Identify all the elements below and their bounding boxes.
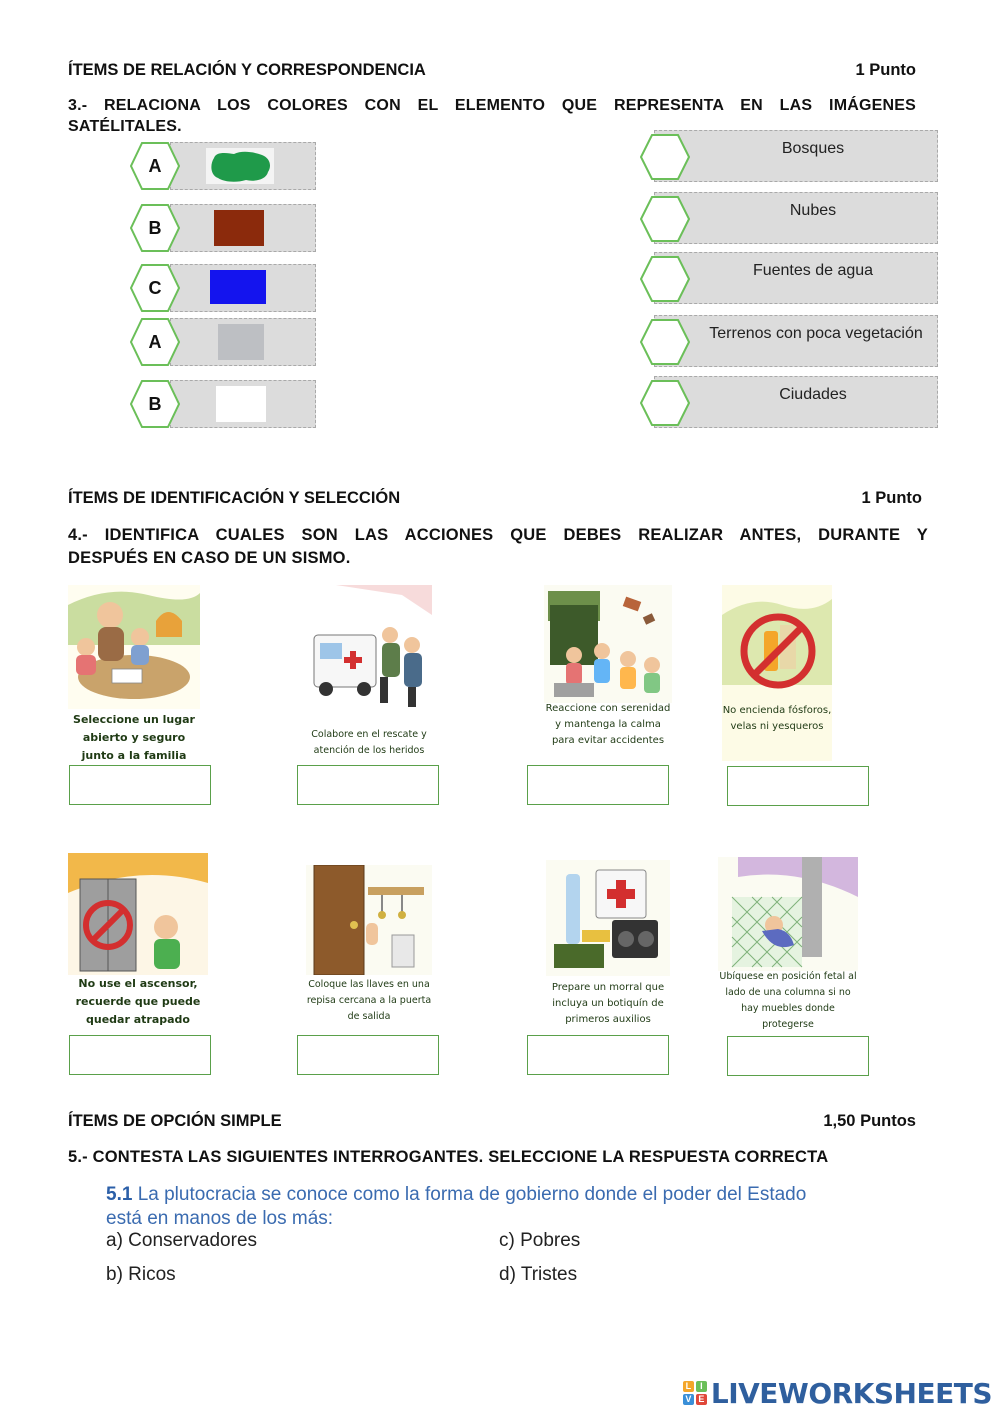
illustration-fetal-position (718, 857, 858, 1035)
card-caption: Coloque las llaves en una repisa cercana a la puerta de salida (306, 979, 432, 1022)
match-left-letter: A (148, 332, 162, 352)
logo-cubes-icon (683, 1379, 709, 1407)
match-left-item (130, 380, 320, 428)
fetal-position-column-icon (718, 857, 858, 971)
hexagon-drop-target-icon[interactable] (640, 256, 690, 302)
match-right-label: Terrenos con poca vegetación (709, 325, 923, 342)
section1-title: ÍTEMS DE RELACIÓN Y CORRESPONDENCIA (68, 61, 426, 79)
liveworksheets-logo (683, 1376, 992, 1410)
match-right-item[interactable] (640, 376, 940, 428)
illustration-no-elevator (68, 853, 208, 1033)
logo-cube: E (696, 1394, 707, 1405)
match-right-item[interactable] (640, 130, 940, 182)
illustration-no-fire (722, 585, 832, 761)
question4-text: 4.- IDENTIFICA CUALES SON LAS ACCIONES QUE DEBES REALIZAR ANTES, DURANTE Y (68, 526, 928, 544)
card-caption: Prepare un morral que incluya un botiquín de primeros auxilios (551, 982, 665, 1025)
illustration-rescue-help (306, 585, 432, 761)
hexagon-drop-target-icon[interactable] (640, 196, 690, 242)
question5-1-number: 5.1 (106, 1184, 133, 1205)
match-left-letter: A (148, 156, 162, 176)
section3-title: ÍTEMS DE OPCIÓN SIMPLE (68, 1112, 282, 1130)
match-left-letter: B (148, 218, 162, 238)
question5-text: 5.- CONTESTA LAS SIGUIENTES INTERROGANTES. SELECCIONE LA RESPUESTA CORRECTA (68, 1148, 829, 1166)
logo-cube: L (683, 1381, 694, 1392)
answer-box[interactable] (727, 766, 869, 806)
section1-points: 1 Punto (855, 61, 916, 79)
section2-title: ÍTEMS DE IDENTIFICACIÓN Y SELECCIÓN (68, 489, 401, 507)
illustration-stay-calm (544, 585, 672, 765)
answer-box[interactable] (297, 1035, 439, 1075)
match-left-item (130, 142, 320, 190)
card-caption: Seleccione un lugar abierto y seguro junto a la familia (73, 713, 195, 762)
match-left-letter: B (148, 394, 162, 414)
section2-points: 1 Punto (861, 489, 922, 507)
rescue-ambulance-icon (306, 585, 432, 725)
answer-box[interactable] (527, 1035, 669, 1075)
blue-swatch (210, 270, 266, 304)
card-caption: Reaccione con serenidad y mantenga la calma para evitar accidentes (545, 703, 671, 746)
card-caption: No encienda fósforos, velas ni yesqueros (722, 705, 832, 732)
match-right-item[interactable] (640, 315, 940, 367)
illustration-family-safe-place (68, 585, 200, 763)
answer-box[interactable] (727, 1036, 869, 1076)
match-left-item (130, 318, 320, 366)
hexagon-drop-target-icon[interactable] (640, 380, 690, 426)
first-aid-backpack-icon (546, 860, 670, 976)
gray-swatch (218, 324, 264, 360)
illustration-keys (306, 865, 432, 1035)
option-d[interactable]: d) Tristes (499, 1264, 578, 1285)
match-left-item (130, 264, 320, 312)
match-left-item (130, 204, 320, 252)
match-left-letter: C (148, 278, 162, 298)
answer-box[interactable] (297, 765, 439, 805)
match-right-label: Fuentes de agua (752, 262, 874, 279)
option-c[interactable]: c) Pobres (499, 1230, 581, 1251)
match-right-label: Ciudades (779, 386, 847, 403)
keys-door-icon (306, 865, 432, 975)
answer-box[interactable] (527, 765, 669, 805)
option-a[interactable]: a) Conservadores (106, 1230, 258, 1251)
green-blob-swatch (206, 148, 274, 184)
question5-1 (106, 1183, 906, 1207)
question4-text-cont: DESPUÉS EN CASO DE UN SISMO. (68, 549, 351, 567)
elevator-danger-icon (68, 853, 208, 975)
answer-box[interactable] (69, 1035, 211, 1075)
logo-cube: V (683, 1394, 694, 1405)
logo-text: LIVEWORKSHEETS (710, 1376, 992, 1410)
illustration-first-aid-kit (546, 860, 670, 1032)
brown-swatch (214, 210, 264, 246)
family-table-icon (68, 585, 200, 709)
match-right-label: Bosques (781, 140, 845, 157)
earthquake-crowd-icon (544, 585, 672, 703)
match-right-label: Nubes (789, 202, 837, 219)
question3-text: 3.- RELACIONA LOS COLORES CON EL ELEMENTO QUE REPRESENTA EN LAS IMÁGENES (68, 97, 916, 114)
hexagon-drop-target-icon[interactable] (640, 134, 690, 180)
question3-text-cont: SATÉLITALES. (68, 118, 182, 135)
section3-points: 1,50 Puntos (823, 1112, 916, 1130)
card-caption: Ubíquese en posición fetal al lado de una columna si no hay muebles donde protegerse (719, 971, 857, 1030)
question5-1-text: La plutocracia se conoce como la forma de gobierno donde el poder del Estado (137, 1184, 807, 1205)
option-b[interactable]: b) Ricos (106, 1264, 176, 1285)
answer-box[interactable] (69, 765, 211, 805)
question5-1-text-cont: está en manos de los más: (106, 1208, 334, 1229)
match-right-item[interactable] (640, 252, 940, 304)
card-caption: Colabore en el rescate y atención de los heridos (311, 729, 427, 756)
no-matches-icon (722, 585, 832, 705)
match-right-item[interactable] (640, 192, 940, 244)
hexagon-drop-target-icon[interactable] (640, 319, 690, 365)
logo-cube: I (696, 1381, 707, 1392)
white-swatch (216, 386, 266, 422)
card-caption: No use el ascensor, recuerde que puede quedar atrapado (75, 977, 201, 1026)
